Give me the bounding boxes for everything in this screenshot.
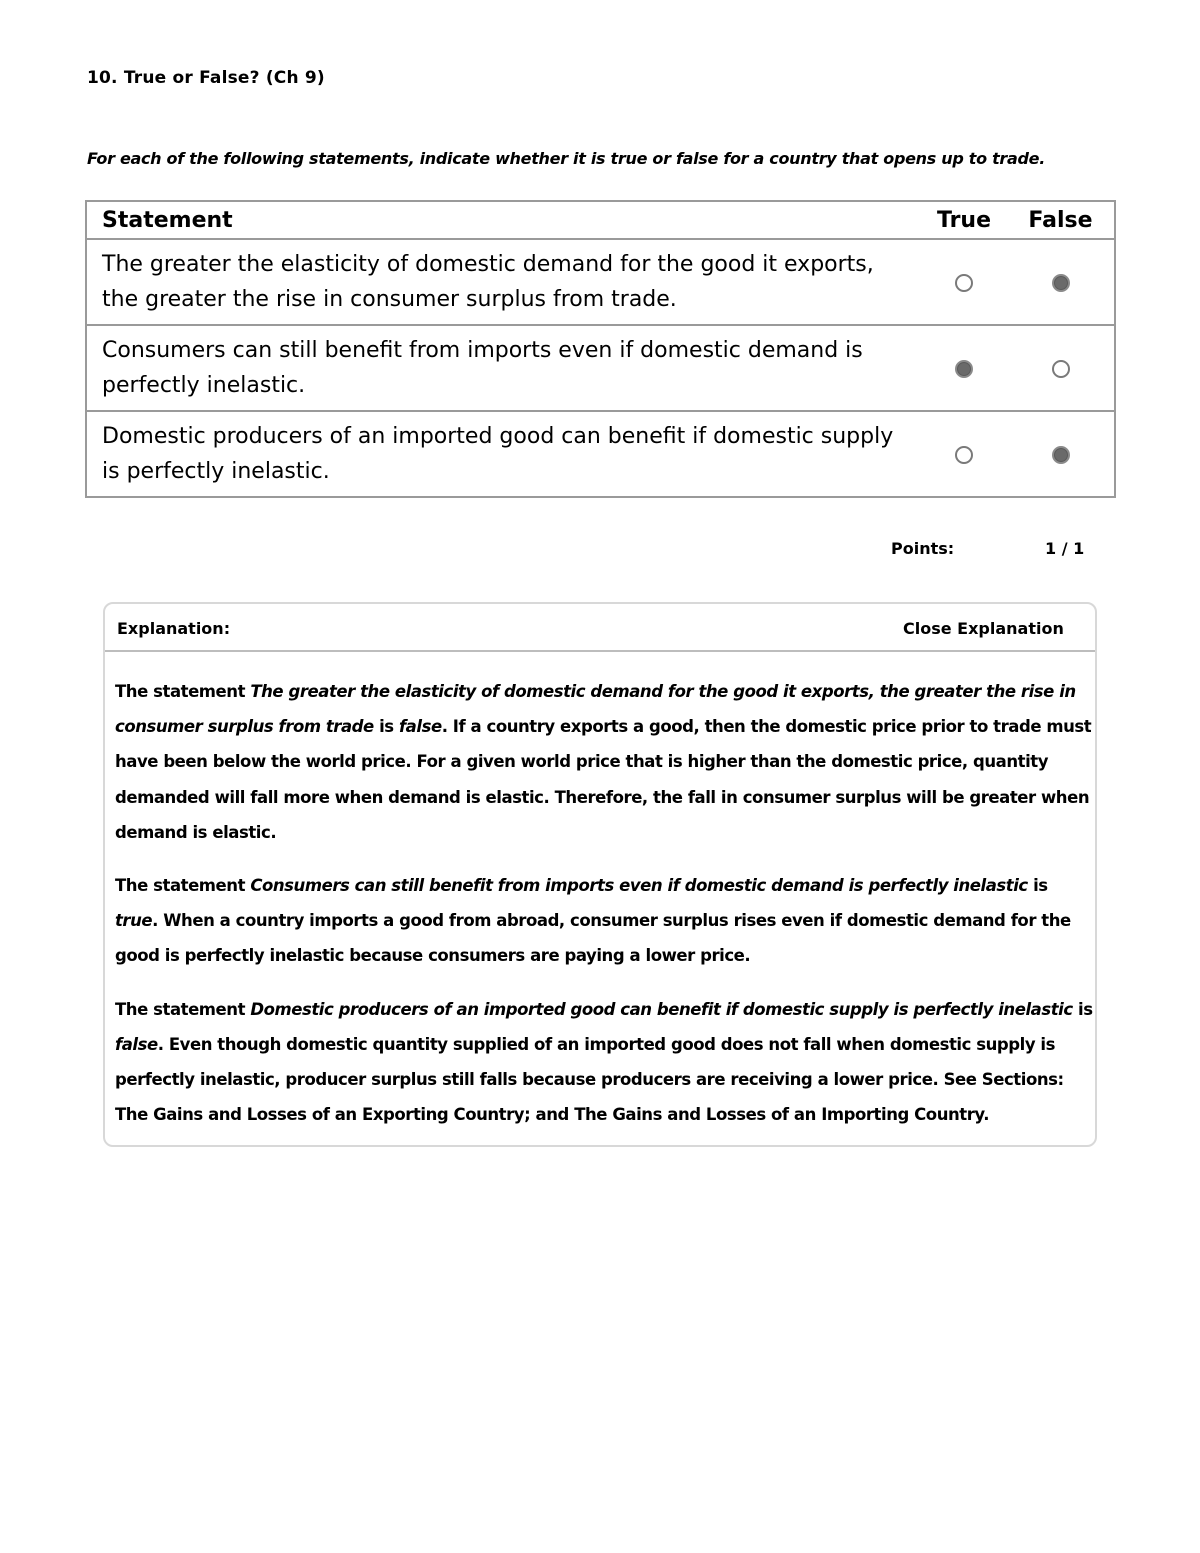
paragraph-rest: . If a country exports a good, then the domestic price prior to trade must have been below the world price. For a given world price that is higher than the domestic price, quantity demanded will fall more when demand is elastic. Therefore, the fall in consumer surplus will be greater when demand is elastic. xyxy=(115,717,1092,842)
paragraph-rest: . Even though domestic quantity supplied of an imported good does not fall when domestic supply is perfectly inelastic, producer surplus still falls because producers are receiving a lower price. See Sections: The Gains and Losses of an Exporting Country; and The Gains and Losses of an Importing Country. xyxy=(115,1034,1064,1125)
quoted-statement: Domestic producers of an imported good can benefit if domestic supply is perfectly inelastic xyxy=(250,999,1073,1019)
page-title: 10. True or False? (Ch 9) xyxy=(87,68,325,88)
header-false: False xyxy=(1013,201,1115,239)
table-header-row xyxy=(86,201,1115,239)
radio-true[interactable] xyxy=(955,360,973,378)
points-value: 1 / 1 xyxy=(1045,539,1085,558)
explanation-paragraph xyxy=(115,674,1095,850)
answer-word: false xyxy=(115,1034,158,1054)
table-row xyxy=(86,239,1115,325)
paragraph-lead: The statement xyxy=(115,876,251,896)
instruction-text: For each of the following statements, indicate whether it is true or false for a country that opens up to trade. xyxy=(87,149,1045,168)
header-statement: Statement xyxy=(86,201,915,239)
explanation-panel xyxy=(103,602,1097,1147)
paragraph-mid: is xyxy=(1027,876,1048,896)
paragraph-lead: The statement xyxy=(115,999,251,1019)
radio-false[interactable] xyxy=(1052,360,1070,378)
explanation-paragraph xyxy=(115,868,1095,974)
paragraph-rest: . When a country imports a good from abroad, consumer surplus rises even if domestic demand for the good is perfectly inelastic because consumers are paying a lower price. xyxy=(115,911,1071,966)
radio-true[interactable] xyxy=(955,274,973,292)
radio-false[interactable] xyxy=(1052,446,1070,464)
true-false-table xyxy=(85,200,1116,498)
close-explanation-button[interactable]: Close Explanation xyxy=(903,619,1064,638)
radio-false[interactable] xyxy=(1052,274,1070,292)
points-label: Points: xyxy=(891,539,955,558)
quoted-statement: Consumers can still benefit from imports even if domestic demand is perfectly inelastic xyxy=(250,876,1028,896)
table-row xyxy=(86,325,1115,411)
header-true: True xyxy=(915,201,1013,239)
explanation-header xyxy=(105,604,1095,652)
statement-cell: Consumers can still benefit from imports even if domestic demand is perfectly inelastic. xyxy=(86,325,915,411)
explanation-body xyxy=(115,674,1095,1150)
statement-cell: The greater the elasticity of domestic demand for the good it exports, the greater the rise in consumer surplus from trade. xyxy=(86,239,915,325)
paragraph-mid: is xyxy=(373,717,399,737)
statement-cell: Domestic producers of an imported good can benefit if domestic supply is perfectly inelastic. xyxy=(86,411,915,497)
explanation-paragraph xyxy=(115,992,1095,1133)
answer-word: true xyxy=(115,911,153,931)
table-row xyxy=(86,411,1115,497)
paragraph-mid: is xyxy=(1072,999,1093,1019)
radio-true[interactable] xyxy=(955,446,973,464)
answer-word: false xyxy=(398,717,442,737)
explanation-title: Explanation: xyxy=(117,619,231,638)
paragraph-lead: The statement xyxy=(115,682,251,701)
quoted-statement: The greater the elasticity of domestic demand for the good it exports, the greater the rise in consumer surplus from trade xyxy=(115,682,1076,737)
